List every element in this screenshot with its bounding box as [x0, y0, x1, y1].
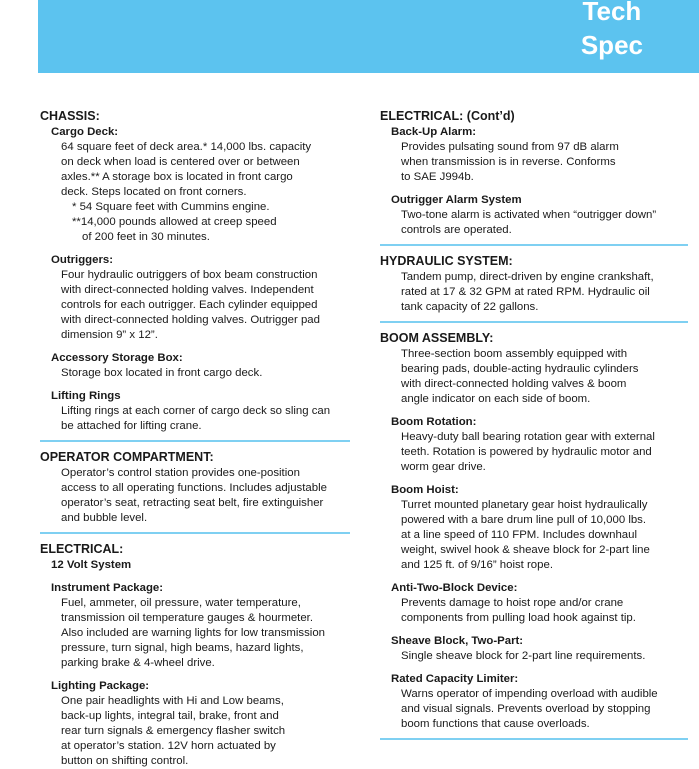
- paragraph-line: worm gear drive.: [401, 461, 486, 473]
- paragraph-line: bearing pads, double-acting hydraulic cylinders: [401, 363, 639, 375]
- paragraph-line: transmission oil temperature gauges & hourmeter.: [61, 612, 313, 624]
- subheading: Instrument Package:: [51, 582, 164, 594]
- left-column: [40, 108, 350, 769]
- electrical-cont-section: [380, 108, 688, 238]
- subheading: Outriggers:: [51, 254, 114, 266]
- section-title: BOOM ASSEMBLY:: [380, 331, 494, 345]
- header-banner: [38, 0, 699, 73]
- subheading: Anti-Two-Block Device:: [391, 582, 518, 594]
- paragraph-line: teeth. Rotation is powered by hydraulic motor and: [401, 446, 652, 458]
- banner-title: [581, 0, 643, 62]
- paragraph-line: angle indicator on each side of boom.: [401, 393, 591, 405]
- subheading: Lifting Rings: [51, 390, 121, 402]
- paragraph-line: Fuel, ammeter, oil pressure, water temperature,: [61, 597, 301, 609]
- paragraph-line: Warns operator of impending overload with audible: [401, 688, 658, 700]
- paragraph-line: with direct-connected holding valves. Independent: [61, 284, 314, 296]
- banner-title-line2: Spec: [580, 30, 643, 60]
- paragraph-line: when transmission is in reverse. Conforms: [401, 156, 616, 168]
- paragraph-line: and 125 ft. of 9/16” hoist rope.: [401, 559, 553, 571]
- paragraph-line: and visual signals. Prevents overload by stopping: [401, 703, 651, 715]
- paragraph-line: dimension 9” x 12”.: [61, 329, 158, 341]
- chassis-section: [40, 108, 350, 434]
- section-divider: [380, 244, 688, 246]
- section-title: OPERATOR COMPARTMENT:: [40, 450, 214, 464]
- subheading: Rated Capacity Limiter:: [391, 673, 519, 685]
- paragraph-line: with direct-connected holding valves & boom: [401, 378, 627, 390]
- paragraph-line: Operator’s control station provides one-position: [61, 467, 300, 479]
- section-title: ELECTRICAL:: [40, 542, 124, 556]
- paragraph-line: controls are operated.: [401, 224, 512, 236]
- section-title: ELECTRICAL: (Cont’d): [380, 109, 515, 123]
- subheading: Boom Rotation:: [391, 416, 477, 428]
- subheading: Lighting Package:: [51, 680, 150, 692]
- banner-title-line1: Tech: [582, 0, 642, 26]
- paragraph-line: axles.** A storage box is located in front cargo: [61, 171, 293, 183]
- subheading: Sheave Block, Two-Part:: [391, 635, 524, 647]
- paragraph-line: with direct-connected holding valves. Outrigger pad: [61, 314, 320, 326]
- paragraph-line: Two-tone alarm is activated when “outrigger down”: [401, 209, 657, 221]
- subheading: Boom Hoist:: [391, 484, 459, 496]
- paragraph-line: pressure, turn signal, high beams, hazard lights,: [61, 642, 304, 654]
- paragraph-line: components from pulling load hook against tip.: [401, 612, 636, 624]
- paragraph-line: Storage box located in front cargo deck.: [61, 367, 263, 379]
- boom-section: [380, 330, 688, 732]
- paragraph-line: Prevents damage to hoist rope and/or crane: [401, 597, 624, 609]
- paragraph-line: One pair headlights with Hi and Low beams,: [61, 695, 284, 707]
- paragraph-line: 64 square feet of deck area.* 14,000 lbs. capacity: [61, 141, 312, 153]
- paragraph-line: be attached for lifting crane.: [61, 420, 202, 432]
- paragraph-line: Heavy-duty ball bearing rotation gear with external: [401, 431, 655, 443]
- paragraph-line: at a line speed of 110 FPM. Includes downhaul: [401, 529, 637, 541]
- paragraph-line: Provides pulsating sound from 97 dB alarm: [401, 141, 619, 153]
- paragraph-line: Tandem pump, direct-driven by engine crankshaft,: [401, 271, 654, 283]
- paragraph-line: deck. Steps located on front corners.: [61, 186, 247, 198]
- section-divider: [40, 532, 350, 534]
- paragraph-line: weight, swivel hook & sheave block for 2-part line: [401, 544, 650, 556]
- paragraph-line: Three-section boom assembly equipped with: [401, 348, 628, 360]
- electrical-section: [40, 541, 350, 769]
- paragraph-line: rear turn signals & emergency flasher switch: [61, 725, 286, 737]
- subheading: 12 Volt System: [51, 559, 132, 571]
- subheading: Outrigger Alarm System: [391, 194, 522, 206]
- section-divider: [380, 738, 688, 740]
- section-title: CHASSIS:: [40, 109, 100, 123]
- paragraph-line: parking brake & 4-wheel drive.: [61, 657, 215, 669]
- hydraulic-section: [380, 253, 688, 315]
- paragraph-line: Turret mounted planetary gear hoist hydraulically: [401, 499, 648, 511]
- section-divider: [40, 440, 350, 442]
- paragraph-line: Also included are warning lights for low transmission: [61, 627, 326, 639]
- subheading: Back-Up Alarm:: [391, 126, 477, 138]
- paragraph-line: rated at 17 & 32 GPM at rated RPM. Hydraulic oil: [401, 286, 650, 298]
- footnote: * 54 Square feet with Cummins engine.: [72, 201, 270, 213]
- paragraph-line: Four hydraulic outriggers of box beam construction: [61, 269, 318, 281]
- subheading: Cargo Deck:: [51, 126, 119, 138]
- paragraph-line: on deck when load is centered over or between: [61, 156, 300, 168]
- section-title: HYDRAULIC SYSTEM:: [380, 254, 513, 268]
- section-divider: [380, 321, 688, 323]
- paragraph-line: and bubble level.: [61, 512, 148, 524]
- paragraph-line: to SAE J994b.: [401, 171, 474, 183]
- paragraph-line: boom functions that cause overloads.: [401, 718, 590, 730]
- footnote: of 200 feet in 30 minutes.: [82, 231, 210, 243]
- paragraph-line: button on shifting control.: [61, 755, 189, 767]
- right-column: [380, 108, 688, 747]
- paragraph-line: Single sheave block for 2-part line requirements.: [401, 650, 646, 662]
- operator-section: [40, 449, 350, 526]
- paragraph-line: at operator’s station. 12V horn actuated by: [61, 740, 276, 752]
- paragraph-line: Lifting rings at each corner of cargo deck so sling can: [61, 405, 331, 417]
- paragraph-line: controls for each outrigger. Each cylinder equipped: [61, 299, 318, 311]
- paragraph-line: back-up lights, integral tail, brake, front and: [61, 710, 279, 722]
- subheading: Accessory Storage Box:: [51, 352, 183, 364]
- footnote: **14,000 pounds allowed at creep speed: [72, 216, 277, 228]
- paragraph-line: powered with a bare drum line pull of 10,000 lbs.: [401, 514, 647, 526]
- paragraph-line: operator’s seat, retracting seat belt, fire extinguisher: [61, 497, 324, 509]
- paragraph-line: access to all operating functions. Includes adjustable: [61, 482, 327, 494]
- paragraph-line: tank capacity of 22 gallons.: [401, 301, 539, 313]
